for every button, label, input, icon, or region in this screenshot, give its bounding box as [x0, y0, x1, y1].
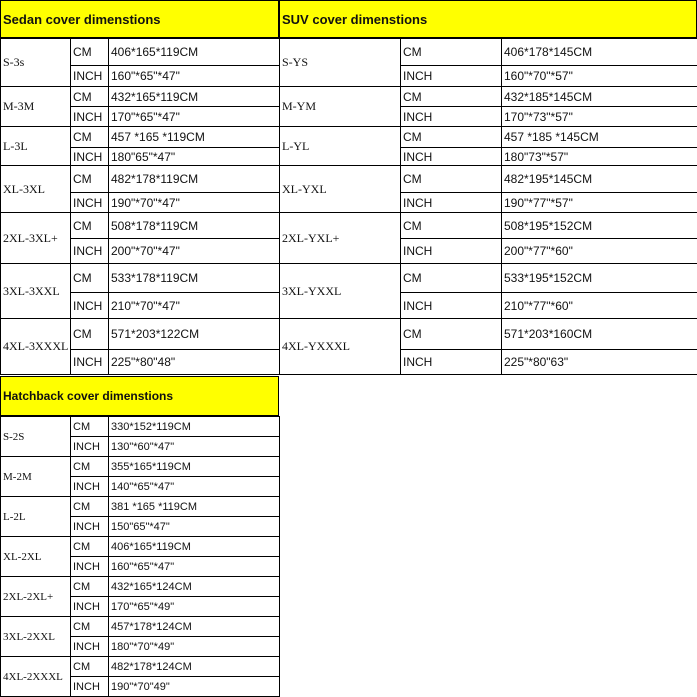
unit-inch-label: INCH [71, 107, 109, 127]
hatchback-section [0, 376, 279, 697]
size-name: 2XL-2XL+ [1, 577, 71, 617]
unit-cm-label: CM [71, 87, 109, 107]
unit-cm-label: CM [71, 537, 109, 557]
cm-value: 533*178*119CM [109, 264, 280, 293]
inch-value: 190"*70"*47" [109, 193, 280, 213]
unit-inch-label: INCH [71, 293, 109, 319]
sedan-row-cm [1, 87, 280, 107]
unit-inch-label: INCH [71, 477, 109, 497]
sedan-title: Sedan cover dimenstions [0, 0, 279, 38]
suv-table [279, 38, 697, 375]
size-name: 4XL-YXXXL [280, 319, 401, 375]
size-name: 4XL-3XXXL [1, 319, 71, 375]
size-name: 2XL-YXL+ [280, 213, 401, 264]
size-name: 4XL-2XXXL [1, 657, 71, 697]
sedan-row-cm [1, 127, 280, 148]
unit-cm-label: CM [401, 87, 502, 107]
cm-value: 457 *165 *119CM [109, 127, 280, 148]
inch-value: 170"*65"*49" [109, 597, 280, 617]
inch-value: 170"*65"*47" [109, 107, 280, 127]
unit-cm-label: CM [71, 617, 109, 637]
hatchback-row-cm [1, 577, 280, 597]
unit-cm-label: CM [71, 127, 109, 148]
unit-cm-label: CM [71, 166, 109, 193]
unit-inch-label: INCH [71, 677, 109, 697]
cm-value: 457*178*124CM [109, 617, 280, 637]
size-name: XL-3XL [1, 166, 71, 213]
unit-inch-label: INCH [71, 437, 109, 457]
unit-inch-label: INCH [71, 517, 109, 537]
inch-value: 210"*70"*47" [109, 293, 280, 319]
size-name: XL-YXL [280, 166, 401, 213]
hatchback-row-cm [1, 537, 280, 557]
unit-inch-label: INCH [401, 107, 502, 127]
unit-cm-label: CM [71, 417, 109, 437]
unit-inch-label: INCH [71, 557, 109, 577]
inch-value: 210"*77"*60" [502, 293, 697, 319]
unit-inch-label: INCH [71, 637, 109, 657]
unit-inch-label: INCH [71, 148, 109, 166]
unit-cm-label: CM [401, 319, 502, 350]
hatchback-row-cm [1, 657, 280, 677]
unit-cm-label: CM [71, 657, 109, 677]
inch-value: 190"*77"*57" [502, 193, 697, 213]
sedan-row-cm [1, 39, 280, 66]
size-name: S-YS [280, 39, 401, 87]
size-name: L-3L [1, 127, 71, 166]
sedan-row-cm [1, 213, 280, 239]
unit-inch-label: INCH [401, 239, 502, 264]
unit-cm-label: CM [401, 39, 502, 66]
hatchback-title: Hatchback cover dimenstions [0, 376, 279, 416]
inch-value: 225"*80"63" [502, 350, 697, 375]
unit-cm-label: CM [71, 264, 109, 293]
cm-value: 355*165*119CM [109, 457, 280, 477]
inch-value: 200"*70"*47" [109, 239, 280, 264]
suv-row-cm [280, 127, 697, 148]
sedan-section [0, 0, 279, 375]
unit-cm-label: CM [401, 264, 502, 293]
cm-value: 571*203*122CM [109, 319, 280, 350]
cm-value: 482*178*119CM [109, 166, 280, 193]
unit-cm-label: CM [401, 127, 502, 148]
sedan-row-cm [1, 319, 280, 350]
hatchback-table [0, 416, 280, 697]
cm-value: 330*152*119CM [109, 417, 280, 437]
sedan-row-cm [1, 264, 280, 293]
cm-value: 406*165*119CM [109, 537, 280, 557]
cm-value: 406*178*145CM [502, 39, 697, 66]
sedan-row-cm [1, 166, 280, 193]
inch-value: 180"65"*47" [109, 148, 280, 166]
unit-cm-label: CM [71, 319, 109, 350]
suv-title: SUV cover dimenstions [279, 0, 697, 38]
cm-value: 457 *185 *145CM [502, 127, 697, 148]
unit-inch-label: INCH [71, 597, 109, 617]
inch-value: 130"*60"*47" [109, 437, 280, 457]
cm-value: 432*165*119CM [109, 87, 280, 107]
suv-row-cm [280, 87, 697, 107]
unit-cm-label: CM [71, 39, 109, 66]
suv-row-cm [280, 39, 697, 66]
inch-value: 170"*73"*57" [502, 107, 697, 127]
suv-row-cm [280, 264, 697, 293]
cm-value: 508*195*152CM [502, 213, 697, 239]
hatchback-row-cm [1, 617, 280, 637]
size-name: M-YM [280, 87, 401, 127]
inch-value: 180"*70"*49" [109, 637, 280, 657]
inch-value: 200"*77"*60" [502, 239, 697, 264]
size-name: 3XL-YXXL [280, 264, 401, 319]
size-name: L-YL [280, 127, 401, 166]
unit-inch-label: INCH [71, 350, 109, 375]
cm-value: 533*195*152CM [502, 264, 697, 293]
suv-row-cm [280, 166, 697, 193]
inch-value: 190"*70"49" [109, 677, 280, 697]
size-name: M-3M [1, 87, 71, 127]
inch-value: 160"*65"*47" [109, 66, 280, 87]
inch-value: 180"73"*57" [502, 148, 697, 166]
size-name: S-3s [1, 39, 71, 87]
size-name: M-2M [1, 457, 71, 497]
unit-inch-label: INCH [401, 350, 502, 375]
hatchback-row-cm [1, 457, 280, 477]
suv-row-cm [280, 319, 697, 350]
unit-inch-label: INCH [401, 66, 502, 87]
size-name: 2XL-3XL+ [1, 213, 71, 264]
cm-value: 432*165*124CM [109, 577, 280, 597]
unit-inch-label: INCH [71, 66, 109, 87]
unit-cm-label: CM [71, 457, 109, 477]
cm-value: 571*203*160CM [502, 319, 697, 350]
size-name: 3XL-3XXL [1, 264, 71, 319]
cm-value: 381 *165 *119CM [109, 497, 280, 517]
cm-value: 406*165*119CM [109, 39, 280, 66]
unit-inch-label: INCH [401, 193, 502, 213]
hatchback-row-cm [1, 497, 280, 517]
cm-value: 508*178*119CM [109, 213, 280, 239]
size-name: S-2S [1, 417, 71, 457]
unit-cm-label: CM [71, 577, 109, 597]
size-name: XL-2XL [1, 537, 71, 577]
unit-inch-label: INCH [71, 193, 109, 213]
suv-row-cm [280, 213, 697, 239]
size-name: L-2L [1, 497, 71, 537]
cm-value: 482*195*145CM [502, 166, 697, 193]
unit-cm-label: CM [401, 166, 502, 193]
unit-inch-label: INCH [401, 293, 502, 319]
inch-value: 160"*65"*47" [109, 557, 280, 577]
unit-cm-label: CM [401, 213, 502, 239]
unit-inch-label: INCH [401, 148, 502, 166]
sedan-table [0, 38, 280, 375]
unit-cm-label: CM [71, 497, 109, 517]
inch-value: 225"*80"48" [109, 350, 280, 375]
suv-section [279, 0, 697, 375]
size-name: 3XL-2XXL [1, 617, 71, 657]
hatchback-row-cm [1, 417, 280, 437]
unit-inch-label: INCH [71, 239, 109, 264]
cm-value: 482*178*124CM [109, 657, 280, 677]
cm-value: 432*185*145CM [502, 87, 697, 107]
unit-cm-label: CM [71, 213, 109, 239]
inch-value: 150"65"*47" [109, 517, 280, 537]
inch-value: 140"*65"*47" [109, 477, 280, 497]
inch-value: 160"*70"*57" [502, 66, 697, 87]
